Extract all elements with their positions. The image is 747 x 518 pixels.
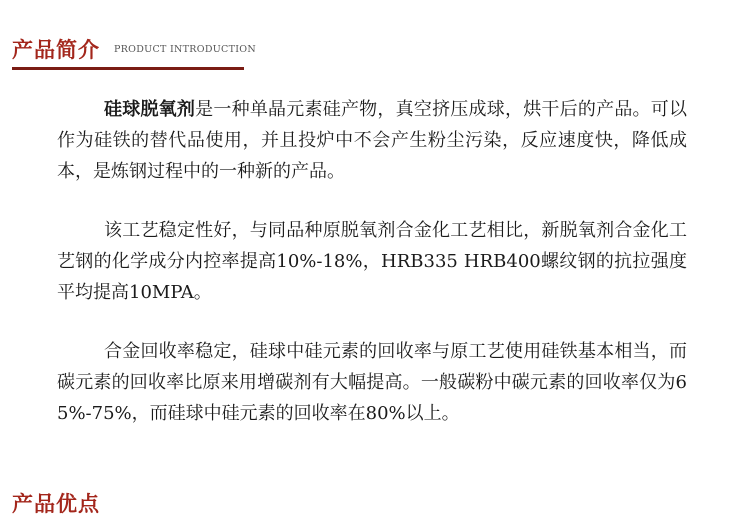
next-section-title: 产品优点 <box>12 492 100 516</box>
paragraph-2: 该工艺稳定性好，与同品种原脱氧剂合金化工艺相比，新脱氧剂合金化工艺钢的化学成分内控率提高10%-18%，HRB335 HRB400螺纹钢的抗拉强度平均提高10MPA。 <box>57 220 687 303</box>
product-name: 硅球脱氧剂 <box>104 99 196 120</box>
section-header <box>12 34 257 72</box>
paragraph-1-text: 是一种单晶元素硅产物，真空挤压成球，烘干后的产品。可以作为硅铁的替代品使用，并且投炉中不会产生粉尘污染，反应速度快，降低成本，是炼钢过程中的一种新的产品。 <box>57 99 688 182</box>
paragraph-1 <box>57 94 687 187</box>
intro-content <box>57 94 687 429</box>
section-underline <box>12 67 244 70</box>
section-subtitle: PRODUCT INTRODUCTION <box>114 44 257 55</box>
paragraph-3: 合金回收率稳定，硅球中硅元素的回收率与原工艺使用硅铁基本相当，而碳元素的回收率比原来用增碳剂有大幅提高。一般碳粉中碳元素的回收率仅为65%-75%，而硅球中硅元素的回收率在80%以上。 <box>57 341 687 424</box>
section-title: 产品简介 <box>12 38 100 62</box>
